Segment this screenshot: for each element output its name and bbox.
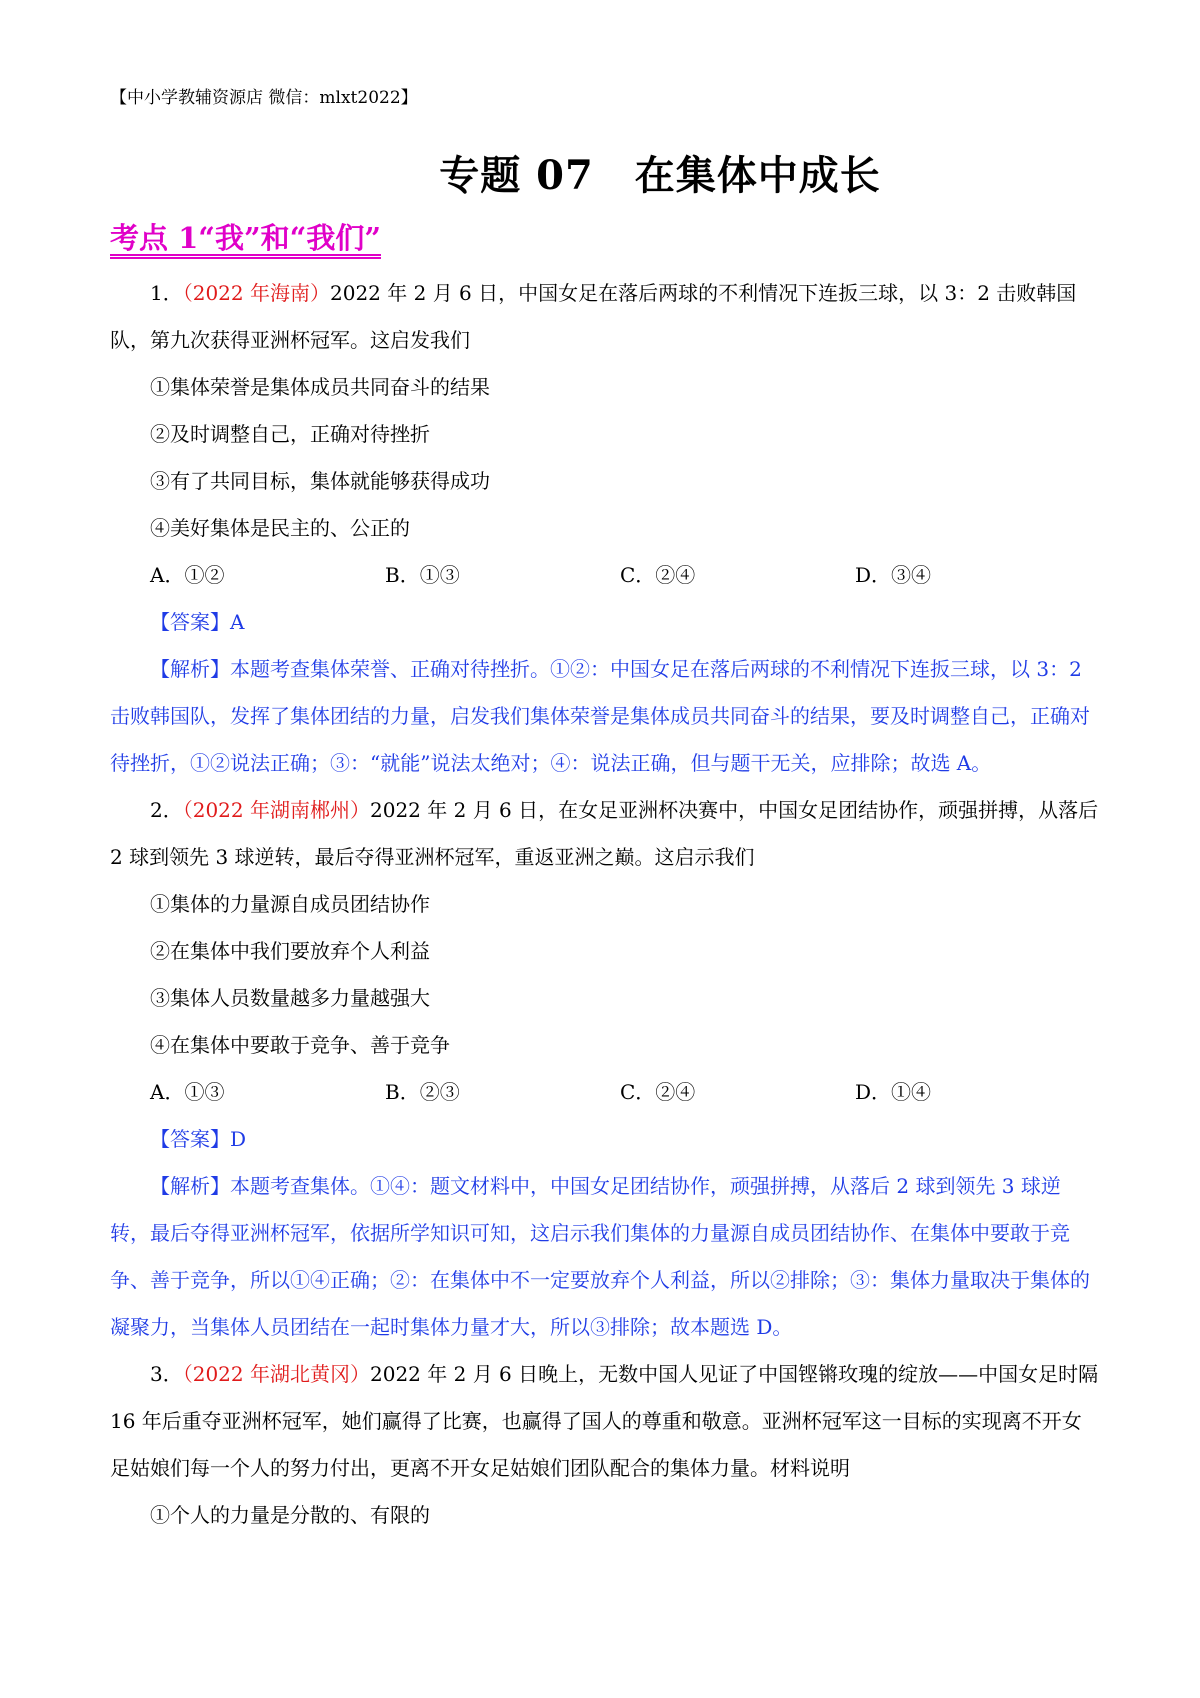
section-heading: 考点 1“我”和“我们” [110,221,381,255]
statement-item: ④在集体中要敢于竞争、善于竞争 [150,1033,450,1057]
option-b: B．②③ [385,1080,460,1104]
statement-item: ①集体的力量源自成员团结协作 [150,892,430,916]
question-2-stem [110,787,1100,881]
question-source: （2022 年海南） [182,281,330,305]
answer: 【答案】D [150,1127,247,1151]
option-d: D．①④ [855,1080,932,1104]
answer: 【答案】A [150,610,245,634]
question-3-stem [110,1351,1100,1492]
answer-options [110,552,1100,599]
statement-item: ③集体人员数量越多力量越强大 [150,986,430,1010]
content [110,270,1100,1539]
analysis: 【解析】本题考查集体。①④：题文材料中，中国女足团结协作，顽强拼搏，从落后 2 球到领先 3 球逆转，最后夺得亚洲杯冠军，依据所学知识可知，这启示我们集体的力量源自成员团结协作、在集体中要敢于竞争、善于竞争，所以①④正确；②：在集体中不一定要放弃个人利益，所以②排除；③：集体力量取决于集体的凝聚力，当集体人员团结在一起时集体力量才大，所以③排除；故本题选 D。 [110,1174,1090,1339]
question-text: 2022 年 2 月 6 日，在女足亚洲杯决赛中，中国女足团结协作，顽强拼搏，从落后 2 球到领先 3 球逆转，最后夺得亚洲杯冠军，重返亚洲之巅。这启示我们 [110,798,1099,869]
question-number: 1． [150,281,183,305]
option-d: D．③④ [855,563,932,587]
question-source: （2022 年湖北黄冈） [182,1362,370,1386]
question-1-stem [110,270,1100,364]
statement-item: ①个人的力量是分散的、有限的 [150,1503,430,1527]
option-c: C．②④ [620,1080,696,1104]
analysis: 【解析】本题考查集体荣誉、正确对待挫折。①②：中国女足在落后两球的不利情况下连扳三球，以 3：2 击败韩国队，发挥了集体团结的力量，启发我们集体荣誉是集体成员共同奋斗的结果，要及时调整自己，正确对待挫折，①②说法正确；③：“就能”说法太绝对；④：说法正确，但与题干无关，应排除；故选 A。 [110,657,1090,775]
option-a: A．①② [150,563,225,587]
question-source: （2022 年湖南郴州） [182,798,370,822]
option-b: B．①③ [385,563,460,587]
statement-item: ②及时调整自己，正确对待挫折 [150,422,430,446]
answer-options [110,1069,1100,1116]
statement-item: ③有了共同目标，集体就能够获得成功 [150,469,490,493]
page-title: 专题 07 在集体中成长 [439,152,881,199]
header-note: 【中小学教辅资源店 微信：mlxt2022】 [110,88,418,108]
statement-item: ①集体荣誉是集体成员共同奋斗的结果 [150,375,490,399]
statement-item: ②在集体中我们要放弃个人利益 [150,939,430,963]
option-c: C．②④ [620,563,696,587]
question-text: 2022 年 2 月 6 日晚上，无数中国人见证了中国铿锵玫瑰的绽放——中国女足时隔 16 年后重夺亚洲杯冠军，她们赢得了比赛，也赢得了国人的尊重和敬意。亚洲杯冠军这一目标的实现离不开女足姑娘们每一个人的努力付出，更离不开女足姑娘们团队配合的集体力量。材料说明 [110,1362,1099,1480]
question-number: 3． [150,1362,183,1386]
question-text: 2022 年 2 月 6 日，中国女足在落后两球的不利情况下连扳三球，以 3：2 击败韩国队，第九次获得亚洲杯冠军。这启发我们 [110,281,1077,352]
question-number: 2． [150,798,183,822]
option-a: A．①③ [150,1080,225,1104]
statement-item: ④美好集体是民主的、公正的 [150,516,410,540]
